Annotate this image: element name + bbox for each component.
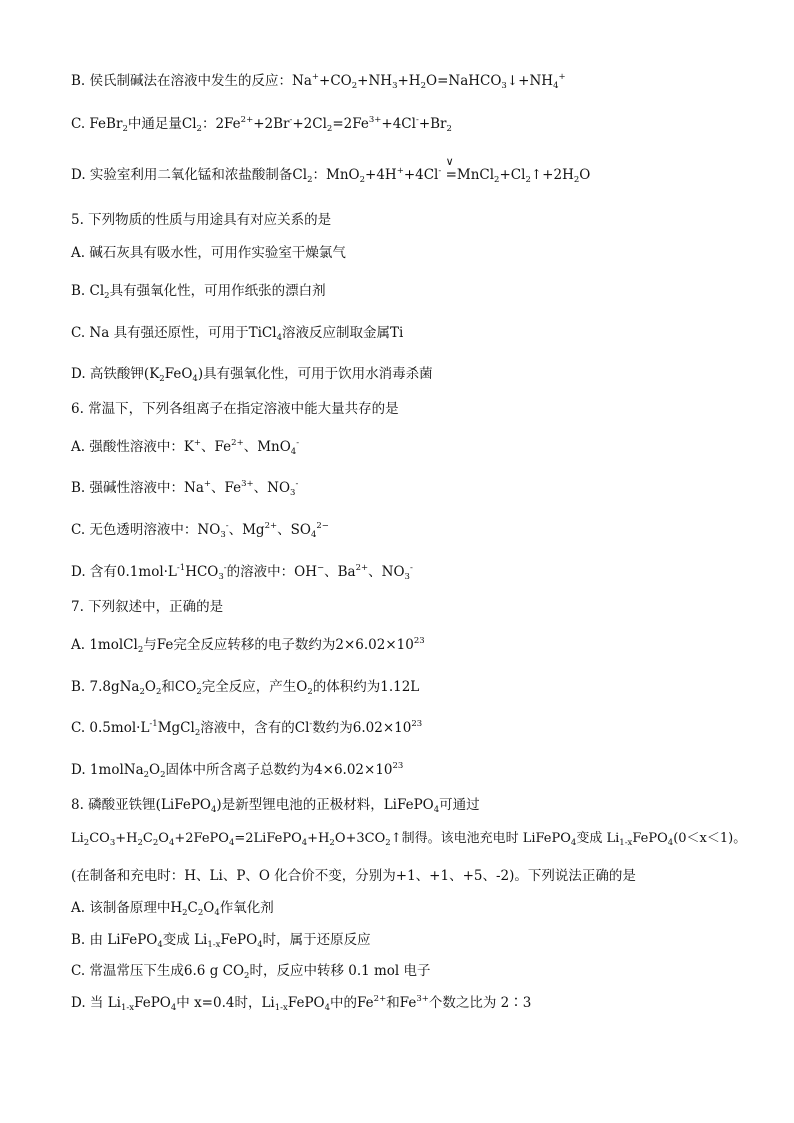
option-4b-text: B. 侯氏制碱法在溶液中发生的反应： [71, 73, 293, 89]
option-7d: D. $1molNa_2O_2$固体中所含离子总数约为$4\times 6.02\times 10^{23}$ [71, 761, 404, 780]
option-7b: B. $7.8gNa_2O_2$和$CO_2$完全反应，产生$O_2$的体积约为1.12L [71, 679, 420, 697]
equation-4d: MnO$_2$+4H++4Cl- ∨ $=MnCl_2+Cl_2↑+2H_2O$ [326, 166, 590, 184]
question-5: 5. 下列物质的性质与用途具有对应关系的是 [71, 212, 332, 228]
option-4b [71, 72, 566, 90]
question-8-line2: $Li_2CO_3+H_2C_2O_4+2FePO_4=2LiFePO_4+H_2O+3CO_2↑$制得。该电池充电时 LiFePO$_4$变成 $Li_{1-x}FePO_4(0<x<1)$。 [71, 831, 747, 848]
question-8-line1: 8. 磷酸亚铁锂(LiFePO$_4$)是新型锂电池的正极材料，LiFePO$_4$可通过 [71, 797, 480, 815]
question-7: 7. 下列叙述中，正确的是 [71, 599, 224, 615]
option-7a: A. 1molCl$_2$与Fe完全反应转移的电子数约为$2\times 6.02\times 10^{23}$ [71, 636, 425, 655]
equation-4c: $2Fe^{2+}+2Br^-+2Cl_2=2Fe^{3+}+4Cl^-+Br_2$ [215, 115, 452, 134]
option-7c: C. $0.5mol\cdot L^{-1}MgCl_2$溶液中，含有的Cl-数约为$6.02\times 10^{23}$ [71, 719, 423, 738]
option-8a: A. 该制备原理中$H_2C_2O_4$作氧化剂 [71, 900, 274, 918]
option-6a: A. 强酸性溶液中：K+、$Fe^{2+}$、MnO$_4$- [71, 438, 300, 457]
option-6d: D. 含有$0.1mol\cdot L^{-1}HCO_3^-$的溶液中：OH−、$Ba^{2+}$、$NO_3^-$ [71, 563, 413, 582]
question-8-line3: (在制备和充电时：H、Li、P、O 化合价不变，分别为+1、+1、+5、-2)。下列说法正确的是 [71, 868, 636, 884]
option-8b: B. 由 LiFePO$_4$变成 $Li_{1-x}FePO_4$时，属于还原反应 [71, 932, 371, 950]
option-8c: C. 常温常压下生成6.6 g $CO_2$时，反应中转移 0.1 mol 电子 [71, 963, 431, 981]
option-6b: B. 强碱性溶液中：Na+、$Fe^{3+}$、$NO_3^-$ [71, 479, 299, 498]
option-6c: C. 无色透明溶液中：$NO_3^-$、$Mg^{2+}$、$SO_4^{2-}$ [71, 521, 329, 540]
option-5d: D. 高铁酸钾$(K_2FeO_4)$具有强氧化性，可用于饮用水消毒杀菌 [71, 366, 433, 384]
option-4c-text: C. FeBr$_2$中通足量$Cl_2$： [71, 116, 216, 134]
option-8d: D. 当 $Li_{1-x}FePO_4$中 x=0.4时，$Li_{1-x}FePO_4$中的$Fe^{2+}$和$Fe^{3+}$个数之比为 2∶3 [71, 994, 532, 1013]
option-5b: B. $Cl_2$具有强氧化性，可用作纸张的漂白剂 [71, 283, 326, 301]
option-4d [71, 166, 590, 184]
option-5a: A. 碱石灰具有吸水性，可用作实验室干燥氯气 [71, 245, 346, 261]
option-5c: C. Na 具有强还原性，可用于TiCl$_4$溶液反应制取金属Ti [71, 325, 404, 343]
equation-4b: $Na^++CO_2+NH_3+H_2O=NaHCO_3↓+NH_4^+$ [292, 72, 566, 91]
option-4c [71, 115, 452, 133]
option-4d-text: D. 实验室利用二氧化锰和浓盐酸制备$Cl_2$： [71, 167, 326, 185]
question-6: 6. 常温下，下列各组离子在指定溶液中能大量共存的是 [71, 401, 399, 417]
